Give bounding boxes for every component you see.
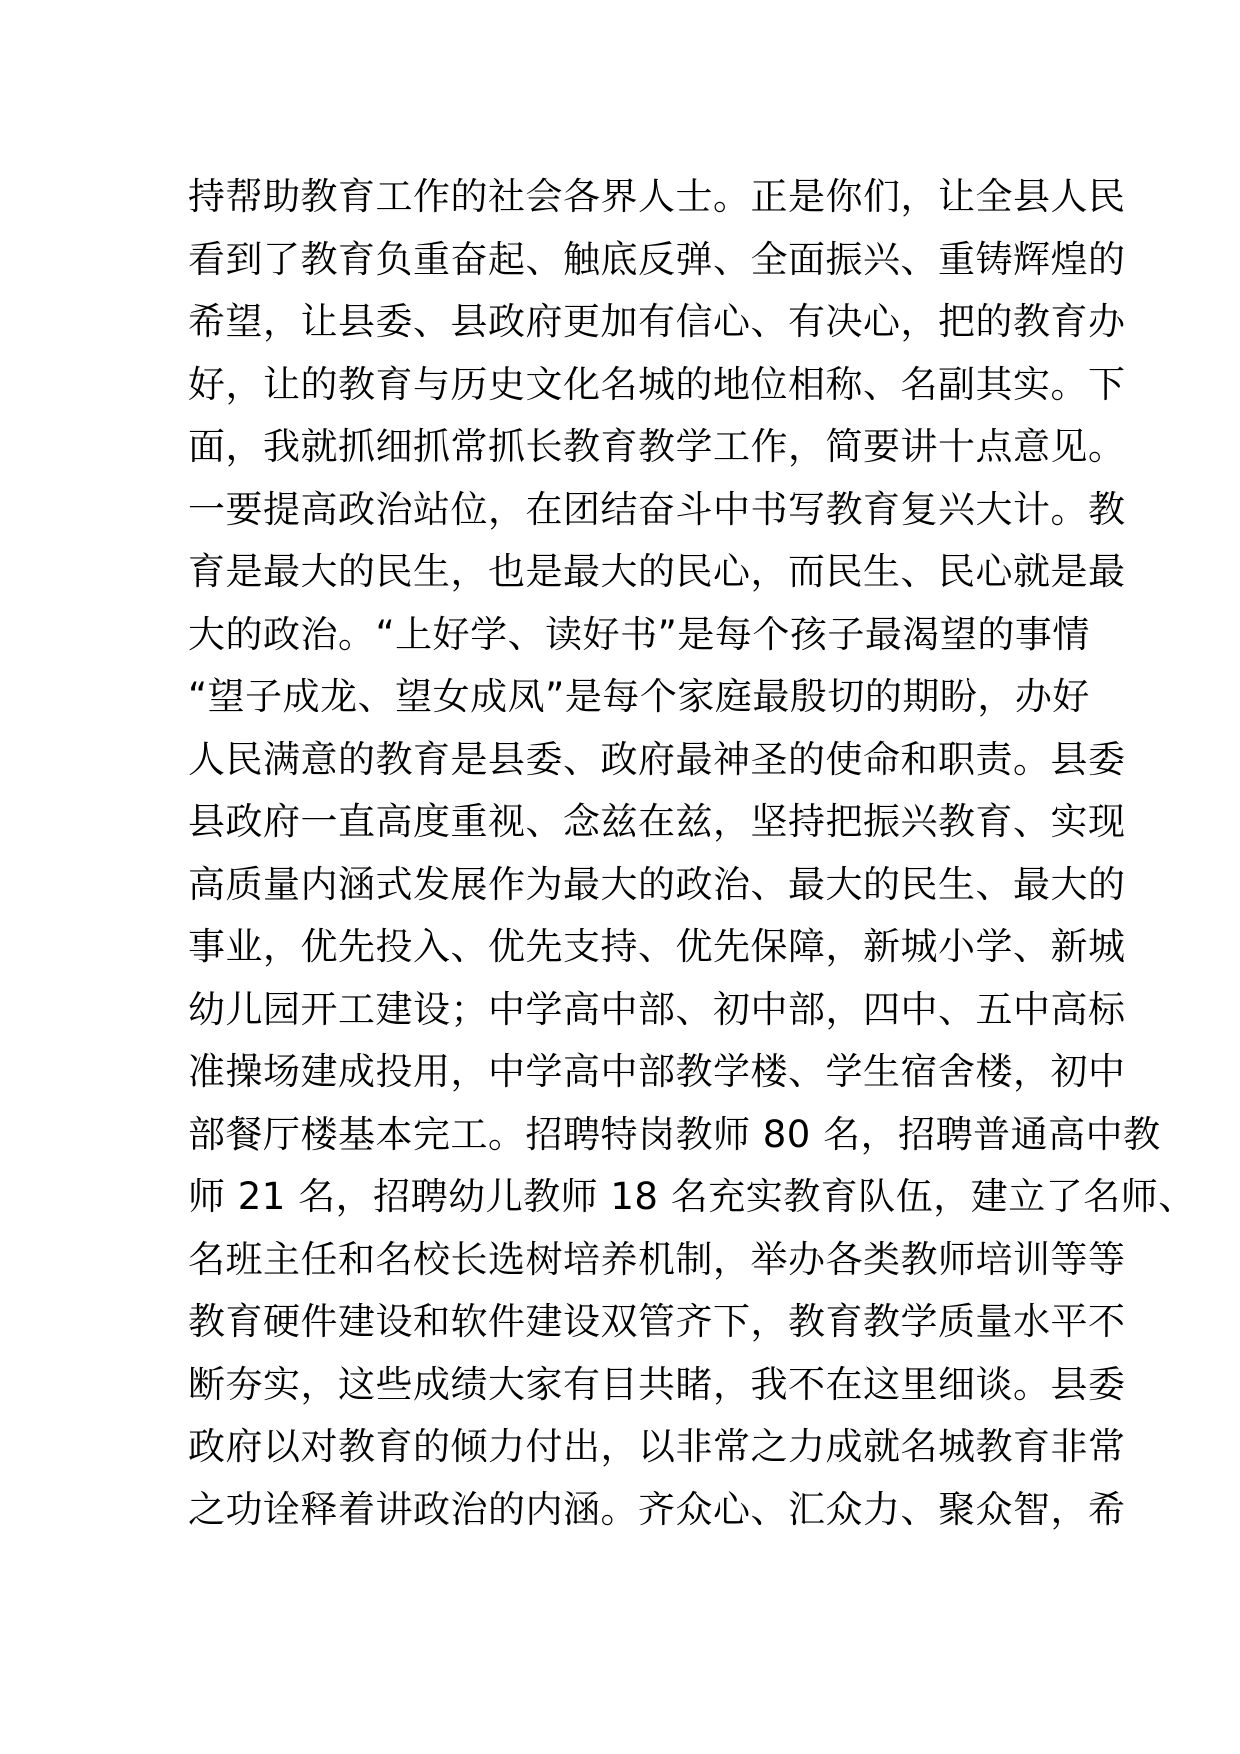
text-line: 名班主任和名校长选树培养机制，举办各类教师培训等等: [188, 1237, 1126, 1281]
text-line: 希望，让县委、县政府更加有信心、有决心，把的教育办: [188, 300, 1126, 343]
text-line: 县政府一直高度重视、念兹在兹，坚持把振兴教育、实现: [188, 800, 1126, 843]
text-line: 人民满意的教育是县委、政府最神圣的使命和职责。县委: [188, 737, 1126, 781]
text-line: 政府以对教育的倾力付出，以非常之力成就名城教育非常: [188, 1425, 1126, 1468]
text-line: “望子成龙、望女成凤”是每个家庭最殷切的期盼，办好: [188, 675, 1090, 718]
text-line: 之功诠释着讲政治的内涵。齐众心、汇众力、聚众智，希: [188, 1487, 1126, 1531]
text-line: 部餐厅楼基本完工。招聘特岗教师 80 名，招聘普通高中教: [188, 1112, 1161, 1156]
text-line: 大的政治。“上好学、读好书”是每个孩子最渴望的事情: [188, 612, 1090, 656]
text-line: 好，让的教育与历史文化名城的地位相称、名副其实。下: [188, 362, 1126, 406]
text-line: 面，我就抓细抓常抓长教育教学工作，简要讲十点意见。: [188, 425, 1126, 468]
text-line: 看到了教育负重奋起、触底反弹、全面振兴、重铸辉煌的: [188, 237, 1126, 281]
text-line: 育是最大的民生，也是最大的民心，而民生、民心就是最: [188, 550, 1126, 593]
text-line: 事业，优先投入、优先支持、优先保障，新城小学、新城: [188, 925, 1126, 968]
text-line: 一要提高政治站位，在团结奋斗中书写教育复兴大计。教: [188, 487, 1126, 531]
text-line: 幼儿园开工建设；中学高中部、初中部，四中、五中高标: [188, 987, 1126, 1031]
text-line: 高质量内涵式发展作为最大的政治、最大的民生、最大的: [188, 862, 1126, 906]
text-line: 教育硬件建设和软件建设双管齐下，教育教学质量水平不: [188, 1300, 1126, 1343]
text-line: 准操场建成投用，中学高中部教学楼、学生宿舍楼，初中: [188, 1050, 1126, 1093]
text-line: 断夯实，这些成绩大家有目共睹，我不在这里细谈。县委: [188, 1362, 1126, 1406]
text-line: 持帮助教育工作的社会各界人士。正是你们，让全县人民: [188, 175, 1126, 218]
text-line: 师 21 名，招聘幼儿教师 18 名充实教育队伍，建立了名师、: [188, 1175, 1196, 1218]
body-text: [188, 166, 1196, 1541]
